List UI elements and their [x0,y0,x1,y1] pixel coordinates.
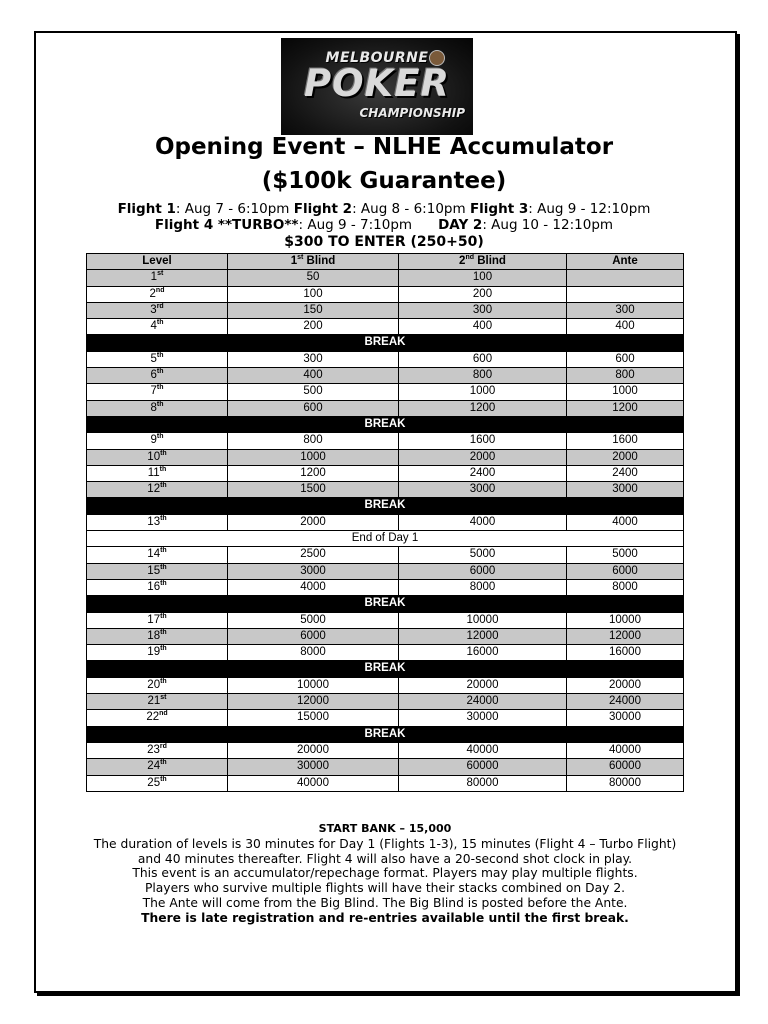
event-title: Opening Event – NLHE Accumulator [154,134,614,160]
table-row [87,351,684,367]
level-cell: 11th [87,465,228,481]
ante-cell: 8000 [567,579,684,595]
level-cell: 20th [87,677,228,693]
table-row [87,579,684,595]
level-cell: 14th [87,547,228,563]
flight-3-label: Flight 3 [469,201,529,217]
first-blind-cell: 1500 [228,482,399,498]
first-blind-cell: 200 [228,319,399,335]
ante-cell: 1600 [567,433,684,449]
ante-cell: 30000 [567,710,684,726]
level-cell: 22nd [87,710,228,726]
header-second-blind: 2nd Blind [399,254,567,270]
first-blind-cell: 1200 [228,465,399,481]
first-blind-cell: 400 [228,368,399,384]
break-row [87,596,684,612]
header-first-blind: 1st Blind [228,254,399,270]
second-blind-cell: 200 [399,286,567,302]
ante-cell: 2000 [567,449,684,465]
second-blind-cell: 10000 [399,612,567,628]
break-label: BREAK [87,661,684,677]
second-blind-cell: 1200 [399,400,567,416]
second-blind-cell: 300 [399,302,567,318]
table-row [87,563,684,579]
second-blind-cell: 20000 [399,677,567,693]
notes-line-2: and 40 minutes thereafter. Flight 4 will also have a 20-second shot clock in play. [137,851,633,866]
logo-line-2: POKER [303,62,450,105]
ante-cell: 12000 [567,628,684,644]
level-cell: 8th [87,400,228,416]
first-blind-cell: 15000 [228,710,399,726]
notes-line-5: The Ante will come from the Big Blind. The Big Blind is posted before the Ante. [142,895,628,910]
break-label: BREAK [87,726,684,742]
break-row [87,416,684,432]
level-cell: 18th [87,628,228,644]
level-cell: 5th [87,351,228,367]
second-blind-cell: 8000 [399,579,567,595]
level-cell: 4th [87,319,228,335]
first-blind-cell: 150 [228,302,399,318]
second-blind-cell: 80000 [399,775,567,791]
ante-cell: 400 [567,319,684,335]
second-blind-cell: 6000 [399,563,567,579]
level-cell: 10th [87,449,228,465]
table-row [87,270,684,286]
table-row [87,677,684,693]
level-cell: 13th [87,514,228,530]
table-row [87,759,684,775]
table-row [87,612,684,628]
break-row [87,498,684,514]
logo-line-3: CHAMPIONSHIP [359,106,465,120]
second-blind-cell: 30000 [399,710,567,726]
table-row [87,742,684,758]
end-of-day-label: End of Day 1 [87,531,684,547]
level-cell: 6th [87,368,228,384]
first-blind-cell: 5000 [228,612,399,628]
first-blind-cell: 100 [228,286,399,302]
ante-cell: 6000 [567,563,684,579]
table-row [87,368,684,384]
event-logo [281,38,473,135]
flight-schedule-line-2 [0,217,768,233]
break-row [87,661,684,677]
table-row [87,400,684,416]
level-cell: 3rd [87,302,228,318]
ante-cell: 24000 [567,694,684,710]
notes-line-4: Players who survive multiple flights will have their stacks combined on Day 2. [144,881,626,896]
first-blind-cell: 30000 [228,759,399,775]
table-row [87,710,684,726]
table-row [87,449,684,465]
flight-4-label: Flight 4 **TURBO** [154,217,299,233]
flight-4-time: : Aug 9 - 7:10pm [298,217,413,233]
first-blind-cell: 4000 [228,579,399,595]
table-row [87,694,684,710]
logo-line-1: MELBOURNE [325,50,429,66]
second-blind-cell: 24000 [399,694,567,710]
level-cell: 23rd [87,742,228,758]
end-of-day-row [87,531,684,547]
flight-2-time: : Aug 8 - 6:10pm [352,201,470,217]
ante-cell: 80000 [567,775,684,791]
table-row [87,775,684,791]
level-cell: 21st [87,694,228,710]
table-row [87,465,684,481]
break-row [87,726,684,742]
start-bank: START BANK – 15,000 [318,822,452,835]
table-row [87,628,684,644]
flight-1-time: : Aug 7 - 6:10pm [175,201,294,217]
header-level: Level [87,254,228,270]
table-row [87,547,684,563]
second-blind-cell: 400 [399,319,567,335]
ante-cell: 60000 [567,759,684,775]
second-blind-cell: 2400 [399,465,567,481]
second-blind-cell: 600 [399,351,567,367]
first-blind-cell: 6000 [228,628,399,644]
break-row [87,335,684,351]
table-row [87,302,684,318]
first-blind-cell: 2500 [228,547,399,563]
second-blind-cell: 800 [399,368,567,384]
second-blind-cell: 2000 [399,449,567,465]
ante-cell: 2400 [567,465,684,481]
flight-3-time: : Aug 9 - 12:10pm [528,201,651,217]
first-blind-cell: 40000 [228,775,399,791]
flight-1-label: Flight 1 [117,201,176,217]
ante-cell: 800 [567,368,684,384]
ante-cell: 4000 [567,514,684,530]
ante-cell [567,286,684,302]
level-cell: 25th [87,775,228,791]
level-cell: 16th [87,579,228,595]
ante-cell: 1200 [567,400,684,416]
second-blind-cell: 16000 [399,645,567,661]
first-blind-cell: 3000 [228,563,399,579]
second-blind-cell: 4000 [399,514,567,530]
table-header-row [87,254,684,270]
ante-cell: 3000 [567,482,684,498]
ante-cell: 20000 [567,677,684,693]
ante-cell: 16000 [567,645,684,661]
table-row [87,286,684,302]
level-cell: 9th [87,433,228,449]
notes-line-1: The duration of levels is 30 minutes for Day 1 (Flights 1-3), 15 minutes (Flight 4 – Turbo Flight) [93,836,677,851]
ante-cell: 10000 [567,612,684,628]
day-2-time: : Aug 10 - 12:10pm [482,217,614,233]
first-blind-cell: 300 [228,351,399,367]
break-label: BREAK [87,498,684,514]
second-blind-cell: 5000 [399,547,567,563]
second-blind-cell: 3000 [399,482,567,498]
first-blind-cell: 10000 [228,677,399,693]
first-blind-cell: 600 [228,400,399,416]
break-label: BREAK [87,596,684,612]
event-guarantee: ($100k Guarantee) [261,168,507,194]
header-ante: Ante [567,254,684,270]
table-row [87,482,684,498]
break-label: BREAK [87,335,684,351]
table-row [87,433,684,449]
event-notes [90,822,680,926]
day-2-label: DAY 2 [438,217,483,233]
second-blind-cell: 60000 [399,759,567,775]
notes-line-3: This event is an accumulator/repechage format. Players may play multiple flights. [132,866,638,881]
level-cell: 12th [87,482,228,498]
first-blind-cell: 8000 [228,645,399,661]
ante-cell: 40000 [567,742,684,758]
level-cell: 2nd [87,286,228,302]
level-cell: 7th [87,384,228,400]
level-cell: 24th [87,759,228,775]
first-blind-cell: 20000 [228,742,399,758]
flight-schedule-line-1 [0,201,768,217]
first-blind-cell: 1000 [228,449,399,465]
first-blind-cell: 800 [228,433,399,449]
second-blind-cell: 12000 [399,628,567,644]
ante-cell [567,270,684,286]
first-blind-cell: 50 [228,270,399,286]
ante-cell: 600 [567,351,684,367]
ante-cell: 1000 [567,384,684,400]
blind-table-body [87,270,684,792]
level-cell: 1st [87,270,228,286]
entry-fee: $300 TO ENTER (250+50) [284,234,484,250]
level-cell: 15th [87,563,228,579]
second-blind-cell: 100 [399,270,567,286]
break-label: BREAK [87,416,684,432]
ante-cell: 5000 [567,547,684,563]
first-blind-cell: 12000 [228,694,399,710]
table-row [87,514,684,530]
level-cell: 17th [87,612,228,628]
table-row [87,645,684,661]
second-blind-cell: 1600 [399,433,567,449]
notes-late-registration: There is late registration and re-entries available until the first break. [141,910,629,925]
blind-structure-table [86,253,684,792]
first-blind-cell: 2000 [228,514,399,530]
flight-2-label: Flight 2 [293,201,353,217]
level-cell: 19th [87,645,228,661]
ante-cell: 300 [567,302,684,318]
table-row [87,384,684,400]
second-blind-cell: 1000 [399,384,567,400]
first-blind-cell: 500 [228,384,399,400]
second-blind-cell: 40000 [399,742,567,758]
table-row [87,319,684,335]
